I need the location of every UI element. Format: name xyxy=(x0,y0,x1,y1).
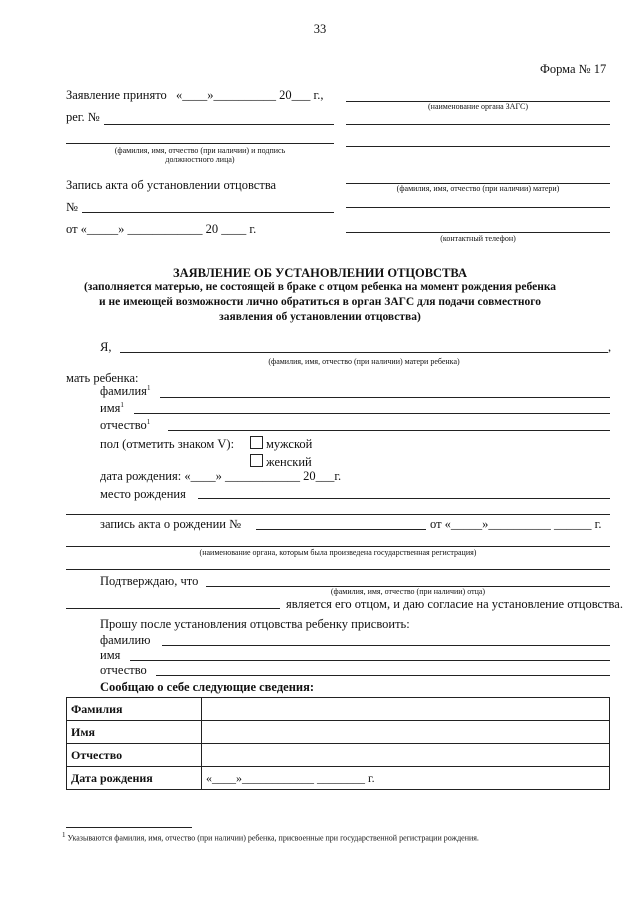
table-patronymic-label: Отчество xyxy=(67,744,202,767)
surname-label: фамилия$^1$ xyxy=(100,384,151,399)
birth-record-number-line[interactable] xyxy=(256,529,426,530)
accepted-date: «____»__________ 20___ г., xyxy=(176,88,324,102)
father-line-2[interactable] xyxy=(66,608,280,609)
patronymic-label: отчество$^1$ xyxy=(100,418,151,433)
birthdate-label: дата рождения: «____» ____________ 20___г. xyxy=(100,469,342,483)
male-label: мужской xyxy=(266,437,313,451)
assign-name-label: имя xyxy=(100,648,121,662)
table-surname-value[interactable] xyxy=(202,698,610,721)
right-line-5[interactable] xyxy=(346,207,610,208)
act-label: Запись акта об установлении отцовства xyxy=(66,178,277,192)
assign-patronymic-label: отчество xyxy=(100,663,147,677)
registration-line[interactable] xyxy=(66,546,610,547)
assign-label: Прошу после установления отцовства ребенку присвоить: xyxy=(100,617,410,631)
comma: , xyxy=(608,340,612,354)
birthplace-line[interactable] xyxy=(198,498,610,499)
name-line[interactable] xyxy=(134,413,610,414)
patronymic-line[interactable] xyxy=(168,430,610,431)
female-checkbox[interactable] xyxy=(250,454,263,467)
confirm-label: Подтверждаю, что xyxy=(100,574,199,588)
table-name-label: Имя xyxy=(67,721,202,744)
sex-label: пол (отметить знаком V): xyxy=(100,437,235,451)
i-label: Я, xyxy=(100,340,112,354)
mother-of-child-label: мать ребенка: xyxy=(66,371,139,385)
female-label: женский xyxy=(266,455,312,469)
i-caption: (фамилия, имя, отчество (при наличии) матери ребенка) xyxy=(268,357,460,366)
number-label: № xyxy=(66,200,78,214)
surname-line[interactable] xyxy=(160,397,610,398)
reg-label: рег. № xyxy=(66,110,100,124)
table-row xyxy=(67,698,610,721)
male-checkbox[interactable] xyxy=(250,436,263,449)
footnote: $^1$ Указываются фамилия, имя, отчество (при наличии) ребенка, присвоенные при государственной регистрации рождения. xyxy=(62,831,479,843)
table-row xyxy=(67,721,610,744)
right-line-3[interactable] xyxy=(346,146,610,147)
table-birthdate-value[interactable]: «____»____________ ________ г. xyxy=(202,767,610,790)
footnote-separator xyxy=(66,827,192,828)
accepted-label: Заявление принято xyxy=(66,88,167,102)
from-label: от «_____» ____________ 20 ____ г. xyxy=(66,222,257,236)
self-info-table xyxy=(66,697,610,790)
table-patronymic-value[interactable] xyxy=(202,744,610,767)
assign-surname-line[interactable] xyxy=(162,645,610,646)
birth-record-date: от «_____»__________ ______ г. xyxy=(430,517,602,531)
birthplace-line-2[interactable] xyxy=(66,514,610,515)
birthplace-label: место рождения xyxy=(100,487,186,501)
table-row xyxy=(67,767,610,790)
form-label: Форма № 17 xyxy=(540,62,607,76)
registration-line-2[interactable] xyxy=(66,569,610,570)
assign-surname-label: фамилию xyxy=(100,633,151,647)
official-caption-2: должностного лица) xyxy=(165,155,235,164)
is-father-text: является его отцом, и даю согласие на установление отцовства. xyxy=(286,597,623,611)
table-birthdate-label: Дата рождения xyxy=(67,767,202,790)
mother-caption: (фамилия, имя, отчество (при наличии) матери) xyxy=(396,184,560,193)
title-line-4: заявления об установлении отцовства) xyxy=(219,311,421,323)
reg-number-line[interactable] xyxy=(104,124,334,125)
title-line-3: и не имеющей возможности лично обратиться в орган ЗАГС для подачи совместного xyxy=(99,296,541,308)
zags-caption: (наименование органа ЗАГС) xyxy=(428,102,528,111)
phone-line[interactable] xyxy=(346,232,610,233)
official-caption-1: (фамилия, имя, отчество (при наличии) и подпись xyxy=(114,146,286,155)
table-row xyxy=(67,744,610,767)
page-number: 33 xyxy=(313,22,327,36)
mother-fullname-line[interactable] xyxy=(120,352,608,353)
registration-caption: (наименование органа, которым была произведена государственная регистрация) xyxy=(199,548,477,557)
father-caption: (фамилия, имя, отчество (при наличии) отца) xyxy=(330,587,486,596)
right-line-2[interactable] xyxy=(346,124,610,125)
self-info-label: Сообщаю о себе следующие сведения: xyxy=(100,680,315,694)
name-label: имя$^1$ xyxy=(100,401,124,416)
phone-caption: (контактный телефон) xyxy=(440,234,516,243)
act-number-line[interactable] xyxy=(82,212,334,213)
assign-patronymic-line[interactable] xyxy=(156,675,610,676)
table-name-value[interactable] xyxy=(202,721,610,744)
assign-name-line[interactable] xyxy=(130,660,610,661)
title-line-1: ЗАЯВЛЕНИЕ ОБ УСТАНОВЛЕНИИ ОТЦОВСТВА xyxy=(172,266,467,280)
table-surname-label: Фамилия xyxy=(67,698,202,721)
official-line[interactable] xyxy=(66,143,334,144)
birth-record-label: запись акта о рождении № xyxy=(100,517,242,531)
title-line-2: (заполняется матерью, не состоящей в браке с отцом ребенка на момент рождения ребенка xyxy=(83,281,557,293)
